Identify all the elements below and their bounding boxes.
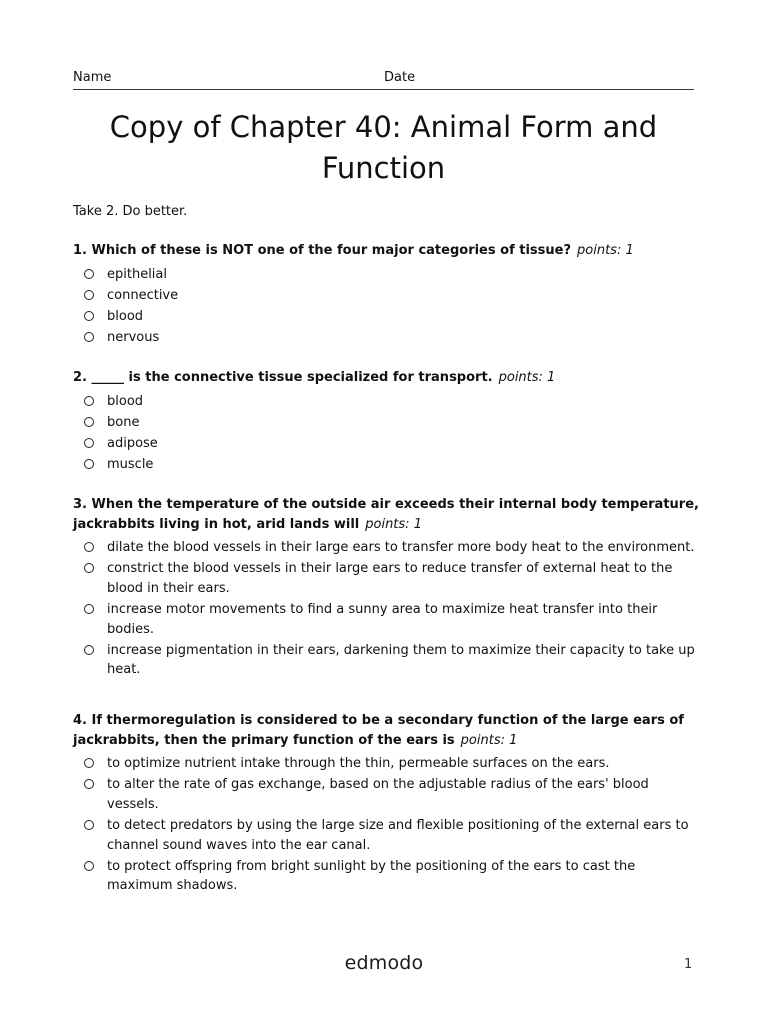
option-item[interactable] [73, 538, 703, 558]
option-label: blood [107, 393, 144, 409]
points-label: points: 1 [365, 516, 422, 532]
points-label: points: 1 [460, 732, 518, 748]
option-list [73, 754, 703, 896]
option-item[interactable] [73, 328, 703, 348]
question-text: 2. _____ is the connective tissue specialized for transport. points: 1 [73, 370, 556, 385]
option-label: constrict the blood vessels in their large ears to reduce transfer of external heat to the blood in their ears. [107, 561, 673, 596]
question-text: 3. When the temperature of the outside air exceeds their internal body temperature, jackrabbits living in hot, arid lands will points: 1 [73, 497, 699, 532]
points-label: points: 1 [577, 243, 634, 258]
radio-circle-icon[interactable] [84, 779, 94, 789]
option-label: epithelial [107, 266, 167, 282]
radio-circle-icon[interactable] [84, 459, 94, 469]
option-label: adipose [107, 436, 158, 452]
option-label: blood [107, 309, 144, 325]
option-item[interactable] [73, 600, 703, 639]
radio-circle-icon[interactable] [84, 396, 94, 406]
question-3 [73, 495, 703, 682]
edmodo-logo: edmodo [344, 952, 424, 974]
option-item[interactable] [73, 413, 703, 433]
date-label: Date [384, 70, 416, 85]
option-label: to alter the rate of gas exchange, based on the adjustable radius of the ears' blood vessels. [107, 777, 649, 812]
radio-circle-icon[interactable] [84, 861, 94, 871]
option-label: to protect offspring from bright sunlight by the positioning of the ears to cast the maximum shadows. [107, 858, 636, 894]
option-list [73, 538, 703, 680]
question-4 [73, 711, 703, 898]
option-item[interactable] [73, 392, 703, 412]
question-text: 1. Which of these is NOT one of the four major categories of tissue? points: 1 [73, 243, 634, 258]
option-item[interactable] [73, 307, 703, 327]
option-label: to detect predators by using the large size and flexible positioning of the external ears to channel sound waves into the ear canal. [107, 818, 689, 853]
option-item[interactable] [73, 816, 703, 855]
option-item[interactable] [73, 775, 703, 814]
header-bar [73, 69, 694, 90]
radio-circle-icon[interactable] [84, 604, 94, 614]
page-title: Copy of Chapter 40: Animal Form and Function [109, 110, 658, 185]
radio-circle-icon[interactable] [84, 311, 94, 321]
points-label: points: 1 [498, 370, 556, 385]
radio-circle-icon[interactable] [84, 290, 94, 300]
option-label: to optimize nutrient intake through the thin, permeable surfaces on the ears. [107, 756, 610, 771]
option-list [73, 392, 703, 475]
radio-circle-icon[interactable] [84, 269, 94, 279]
option-label: bone [107, 414, 140, 430]
option-item[interactable] [73, 265, 703, 285]
option-item[interactable] [73, 455, 703, 475]
option-label: connective [107, 287, 179, 303]
page-number: 1 [684, 957, 693, 972]
question-text: 4. If thermoregulation is considered to be a secondary function of the large ears of jackrabbits, then the primary function of the ears is points: 1 [73, 713, 684, 748]
option-label: dilate the blood vessels in their large ears to transfer more body heat to the environment. [107, 540, 695, 555]
radio-circle-icon[interactable] [84, 332, 94, 342]
option-label: increase pigmentation in their ears, darkening them to maximize their capacity to take up heat. [107, 642, 695, 678]
option-label: nervous [107, 330, 160, 346]
intro-text: Take 2. Do better. [73, 204, 188, 219]
option-item[interactable] [73, 754, 703, 774]
option-list [73, 265, 703, 348]
question-2 [73, 368, 703, 477]
radio-circle-icon[interactable] [84, 820, 94, 830]
radio-circle-icon[interactable] [84, 542, 94, 552]
option-label: muscle [107, 457, 154, 473]
radio-circle-icon[interactable] [84, 438, 94, 448]
question-1 [73, 241, 703, 350]
option-label: increase motor movements to find a sunny area to maximize heat transfer into their bodies. [107, 602, 658, 637]
option-item[interactable] [73, 559, 703, 598]
option-item[interactable] [73, 857, 703, 896]
name-label: Name [73, 70, 112, 85]
radio-circle-icon[interactable] [84, 417, 94, 427]
radio-circle-icon[interactable] [84, 645, 94, 655]
radio-circle-icon[interactable] [84, 563, 94, 573]
option-item[interactable] [73, 286, 703, 306]
option-item[interactable] [73, 641, 703, 680]
option-item[interactable] [73, 434, 703, 454]
radio-circle-icon[interactable] [84, 758, 94, 768]
